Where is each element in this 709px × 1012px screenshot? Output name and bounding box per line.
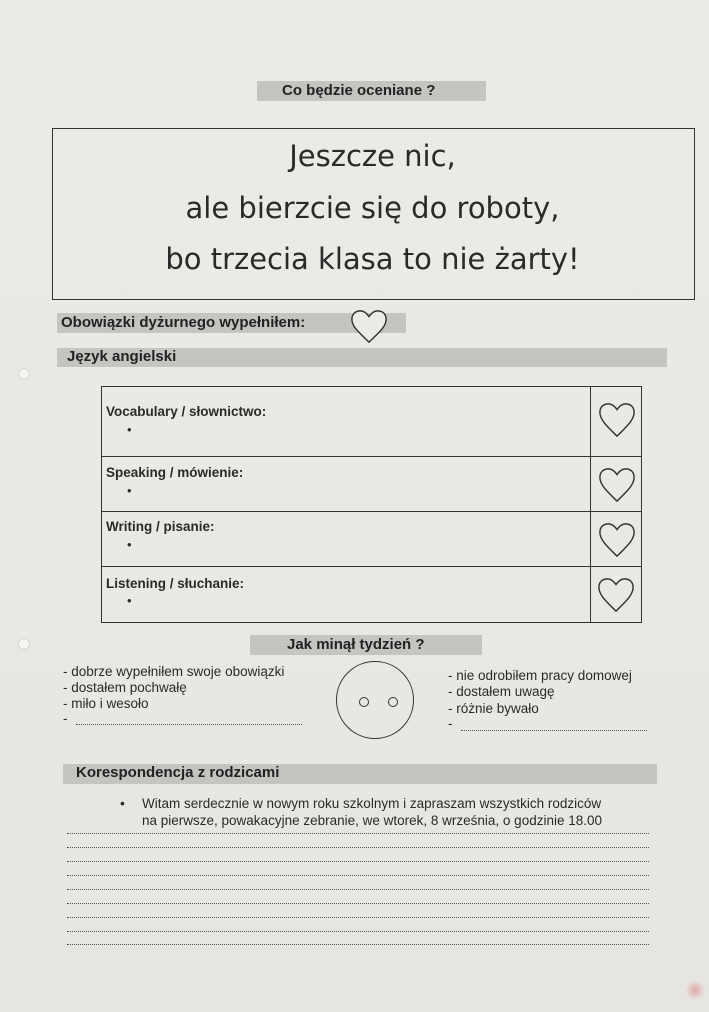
skill-bullet: •: [127, 537, 132, 552]
punch-hole: [18, 368, 30, 380]
face-circle[interactable]: [336, 661, 414, 739]
writing-line[interactable]: [67, 903, 649, 904]
table-row-divider: [101, 511, 641, 512]
face-eye-left: [359, 697, 369, 707]
skill-label-vocabulary: Vocabulary / słownictwo:: [106, 404, 267, 419]
week-left-item: - dobrze wypełniłem swoje obowiązki: [63, 664, 285, 679]
skill-label-listening: Listening / słuchanie:: [106, 576, 245, 591]
writing-line[interactable]: [67, 847, 649, 848]
listening-heart-icon[interactable]: [597, 574, 635, 616]
duty-label: Obowiązki dyżurnego wypełniłem:: [61, 314, 306, 331]
writing-line[interactable]: [67, 944, 649, 945]
speaking-heart-icon[interactable]: [598, 464, 636, 506]
skill-label-speaking: Speaking / mówienie:: [106, 465, 244, 480]
stain-mark: [685, 980, 705, 1000]
week-right-blank-line[interactable]: [461, 730, 647, 731]
english-title: Język angielski: [67, 348, 177, 365]
writing-heart-icon[interactable]: [598, 519, 636, 561]
punch-hole: [18, 638, 30, 650]
message-line-2: ale bierzcie się do roboty,: [185, 191, 560, 225]
writing-line[interactable]: [67, 931, 649, 932]
week-left-item: - miło i wesoło: [63, 696, 149, 711]
skill-bullet: •: [127, 593, 132, 608]
writing-line[interactable]: [67, 917, 649, 918]
assessment-title: Co będzie oceniane ?: [282, 82, 436, 99]
table-divider: [590, 386, 591, 622]
skill-label-writing: Writing / pisanie:: [106, 519, 215, 534]
skill-bullet: •: [127, 422, 132, 437]
vocabulary-heart-icon[interactable]: [598, 399, 636, 441]
correspondence-bullet: •: [120, 795, 125, 811]
week-left-blank-line[interactable]: [76, 724, 302, 725]
correspondence-line-1: Witam serdecznie w nowym roku szkolnym i zapraszam wszystkich rodziców: [142, 796, 602, 811]
message-line-3: bo trzecia klasa to nie żarty!: [165, 242, 580, 276]
writing-line[interactable]: [67, 861, 649, 862]
correspondence-title: Korespondencja z rodzicami: [76, 764, 280, 781]
table-row-divider: [101, 456, 641, 457]
week-right-item: - nie odrobiłem pracy domowej: [448, 668, 632, 683]
week-left-item: -: [63, 711, 68, 726]
face-eye-right: [388, 697, 398, 707]
week-title: Jak minął tydzień ?: [287, 636, 425, 653]
week-right-item: - różnie bywało: [448, 701, 539, 716]
writing-line[interactable]: [67, 889, 649, 890]
skill-bullet: •: [127, 483, 132, 498]
week-left-item: - dostałem pochwałę: [63, 680, 187, 695]
duty-heart-icon[interactable]: [350, 307, 388, 347]
writing-line[interactable]: [67, 875, 649, 876]
message-line-1: Jeszcze nic,: [289, 139, 456, 173]
week-right-item: -: [448, 716, 453, 731]
correspondence-line-2: na pierwsze, powakacyjne zebranie, we wtorek, 8 września, o godzinie 18.00: [142, 813, 603, 828]
writing-line[interactable]: [67, 833, 649, 834]
table-row-divider: [101, 566, 641, 567]
week-right-item: - dostałem uwagę: [448, 684, 555, 699]
